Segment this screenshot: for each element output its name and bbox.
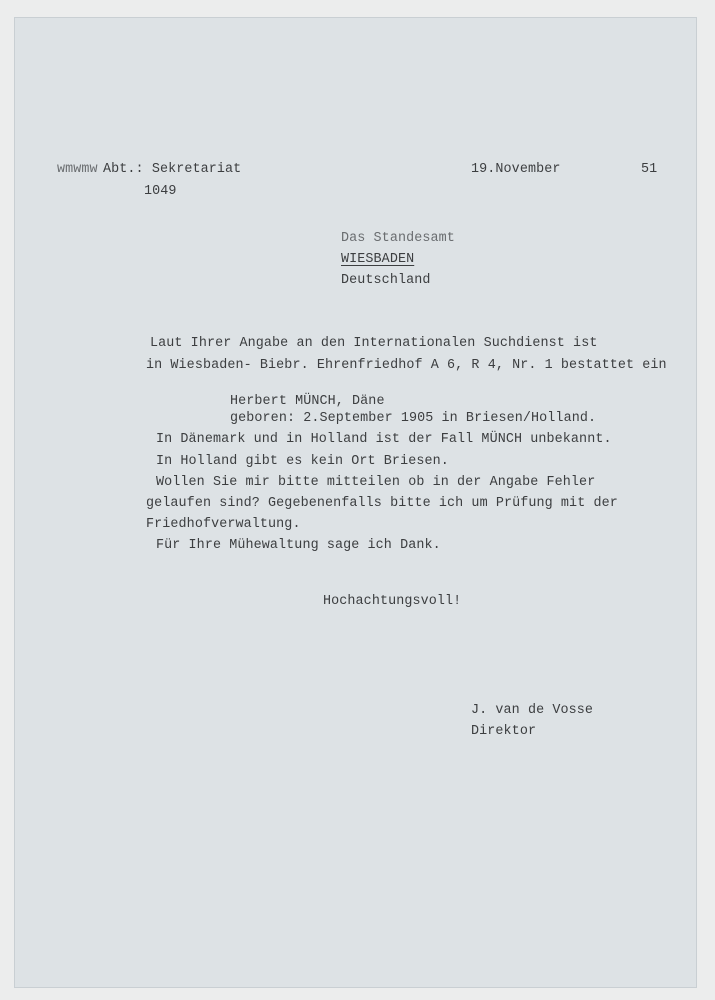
- body-intro-line-2: in Wiesbaden- Biebr. Ehrenfriedhof A 6, R 4, Nr. 1 bestattet ein: [146, 358, 667, 373]
- body-intro-line-1: Laut Ihrer Angabe an den Internationalen Suchdienst ist: [150, 336, 598, 351]
- body-line-4: In Holland gibt es kein Ort Briesen.: [156, 454, 449, 469]
- person-name: Herbert MÜNCH, Däne: [230, 394, 385, 409]
- signatory-title: Direktor: [471, 724, 537, 739]
- letter-year: 51: [641, 162, 658, 177]
- person-birth: geboren: 2.September 1905 in Briesen/Holland.: [230, 411, 597, 426]
- recipient-city: WIESBADEN: [341, 252, 415, 267]
- body-line-5: Wollen Sie mir bitte mitteilen ob in der Angabe Fehler: [156, 475, 596, 490]
- recipient-office: Das Standesamt: [341, 231, 455, 246]
- header-prefix: wmwmw: [57, 162, 98, 177]
- signatory-name: J. van de Vosse: [471, 703, 594, 718]
- body-line-3: In Dänemark und in Holland ist der Fall MÜNCH unbekannt.: [156, 432, 612, 447]
- closing-salutation: Hochachtungsvoll!: [323, 594, 462, 609]
- body-line-6: gelaufen sind? Gegebenenfalls bitte ich um Prüfung mit der: [146, 496, 618, 511]
- reference-number: 1049: [144, 184, 177, 199]
- department-label: Abt.: Sekretariat: [103, 162, 242, 177]
- recipient-country: Deutschland: [341, 273, 431, 288]
- letter-date: 19.November: [471, 162, 561, 177]
- body-line-7: Friedhofverwaltung.: [146, 517, 301, 532]
- body-line-8: Für Ihre Mühewaltung sage ich Dank.: [156, 538, 441, 553]
- letter-sheet: [14, 17, 697, 988]
